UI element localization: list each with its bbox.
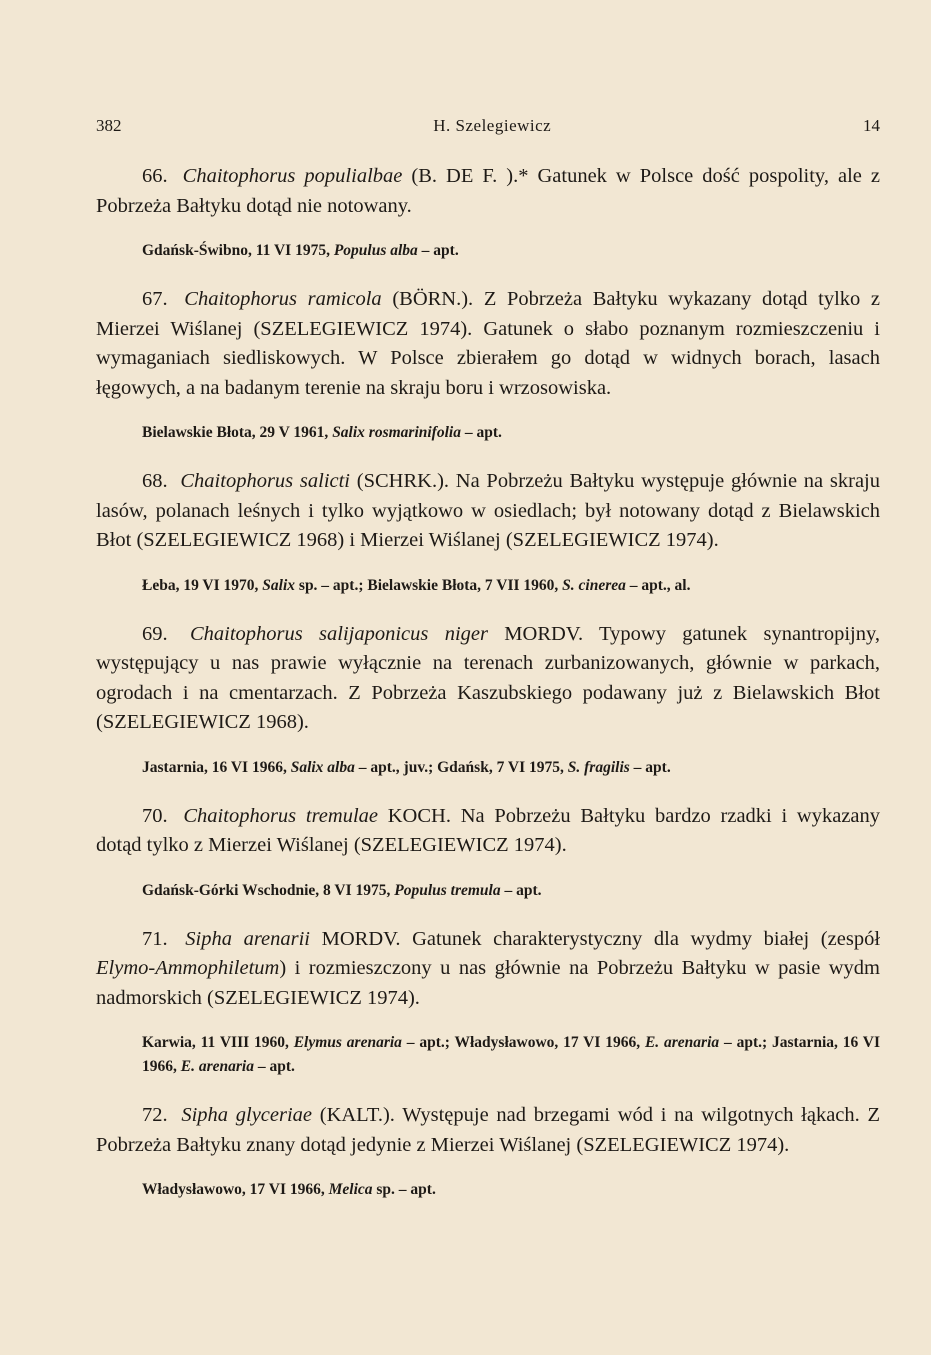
record-68 — [96, 574, 880, 598]
volume-number: 14 — [862, 116, 880, 135]
taxon-name: Chaitophorus ramicola — [184, 288, 382, 310]
entry-68 — [96, 467, 880, 556]
host-plant: Melica — [328, 1181, 373, 1198]
taxon-name: Chaitophorus populialbae — [182, 165, 403, 187]
taxon-authority: (BÖRN.). — [392, 288, 474, 310]
record-text: – apt. — [633, 758, 671, 776]
entry-number: 68. — [142, 470, 168, 492]
host-plant: Salix — [262, 576, 296, 594]
record-text: Władysławowo, 17 VI 1966, — [142, 1181, 325, 1198]
host-plant: Salix alba — [290, 758, 355, 776]
entry-70 — [96, 802, 880, 861]
host-plant: Populus tremula — [394, 881, 501, 899]
entry-number: 72. — [142, 1104, 168, 1126]
entry-text: Na Pobrzeżu Bałtyku bardzo rzadki i wykazany dotąd tylko z Mierzei Wiślanej (SZELEGIEWICZ 1974). — [96, 804, 881, 856]
taxon-authority: (SCHRK.). — [356, 470, 450, 492]
record-text: – apt.; Władysławowo, 17 VI 1966, — [406, 1034, 641, 1051]
running-head-author: H. Szelegiewicz — [433, 116, 552, 135]
taxon-name: Sipha arenarii — [185, 927, 311, 950]
record-text: – apt., juv.; Gdańsk, 7 VI 1975, — [358, 758, 564, 776]
page-number: 382 — [96, 116, 122, 135]
record-text: Gdańsk-Świbno, 11 VI 1975, — [142, 242, 330, 259]
taxon-authority: (KALT.). — [319, 1104, 395, 1126]
host-plant: Populus alba — [333, 242, 418, 259]
record-text: – apt. — [421, 242, 459, 259]
record-72 — [96, 1178, 880, 1202]
record-66 — [96, 239, 880, 263]
record-text: – apt. — [464, 424, 502, 441]
record-text: Karwia, 11 VIII 1960, — [142, 1034, 289, 1051]
record-69 — [96, 756, 880, 780]
host-plant: Elymus arenaria — [293, 1034, 402, 1051]
entry-text: ) i rozmieszczony u nas głównie na Pobrzeżu Bałtyku w pasie wydm nadmorskich (SZELEGIEWICZ 1974). — [96, 957, 880, 1009]
entry-number: 66. — [142, 165, 168, 187]
entry-67 — [96, 285, 880, 403]
taxon-authority: KOCH. — [387, 804, 451, 827]
record-text: Gdańsk-Górki Wschodnie, 8 VI 1975, — [142, 881, 391, 899]
entry-text: Z Pobrzeża Bałtyku wykazany dotąd tylko z Mierzei Wiślanej (SZELEGIEWICZ 1974). Gatunek o słabo poznanym rozmieszczeniu i wymaganiach siedliskowych. W Polsce zbierałem go dotąd w widnych borach, lasach łęgowych, a na badanym terenie na skraju boru i wrzosowiska. — [96, 288, 881, 399]
entry-71 — [96, 925, 880, 1014]
taxon-authority: (B. DE F. ).* — [411, 165, 529, 187]
entry-text: Gatunek charakterystyczny dla wydmy białej (zespół — [412, 927, 881, 950]
record-text: Łeba, 19 VI 1970, — [142, 576, 259, 594]
running-head — [96, 116, 880, 136]
entry-text: Występuje nad brzegami wód i na wilgotnych łąkach. Z Pobrzeża Bałtyku znany dotąd jedynie z Mierzei Wiślanej (SZELEGIEWICZ 1974). — [96, 1104, 881, 1156]
taxon-name: Chaitophorus salijaponicus niger — [189, 622, 488, 645]
taxon-name: Chaitophorus tremulae — [183, 804, 378, 827]
record-text: – apt., al. — [629, 576, 691, 594]
host-plant: E. arenaria — [180, 1058, 254, 1075]
record-71 — [96, 1031, 880, 1079]
entry-number: 71. — [142, 927, 168, 950]
entry-text: Na Pobrzeżu Bałtyku występuje głównie na skraju lasów, polanach leśnych i tylko wyjątkowo w osiedlach; był notowany dotąd z Bielawskich Błot (SZELEGIEWICZ 1968) i Mierzei Wiślanej (SZELEGIEWICZ 1974). — [96, 470, 880, 551]
entry-72 — [96, 1101, 880, 1160]
host-plant: S. cinerea — [562, 576, 626, 594]
page — [96, 116, 880, 1224]
taxon-name: Sipha glyceriae — [181, 1104, 313, 1126]
taxon-authority: MORDV. — [504, 622, 584, 645]
plant-association: Elymo-Ammophiletum — [96, 957, 280, 979]
host-plant: S. fragilis — [567, 758, 630, 776]
record-text: Bielawskie Błota, 29 V 1961, — [142, 424, 329, 441]
record-70 — [96, 879, 880, 903]
record-text: – apt.; Jastarnia, 16 VI 1966, — [142, 1034, 881, 1075]
entry-text: Gatunek w Polsce dość pospolity, ale z Pobrzeża Bałtyku dotąd nie notowany. — [96, 165, 880, 217]
host-plant: Salix rosmarinifolia — [332, 424, 461, 441]
record-text: Jastarnia, 16 VI 1966, — [142, 758, 287, 776]
taxon-name: Chaitophorus salicti — [180, 470, 351, 492]
entry-number: 69. — [142, 622, 168, 645]
entry-number: 67. — [142, 288, 168, 310]
entry-66 — [96, 162, 880, 221]
taxon-authority: MORDV. — [321, 927, 401, 950]
record-text: – apt. — [504, 881, 542, 899]
entry-number: 70. — [142, 804, 168, 827]
record-text: sp. – apt.; Bielawskie Błota, 7 VII 1960, — [298, 576, 559, 594]
host-plant: E. arenaria — [644, 1034, 720, 1051]
entry-69 — [96, 620, 880, 738]
record-text: sp. – apt. — [376, 1181, 436, 1198]
record-text: – apt. — [257, 1058, 295, 1075]
entry-text: Typowy gatunek synantropijny, występujący u nas prawie wyłącznie na terenach zurbanizowanych, głównie w parkach, ogrodach i na cmentarzach. Z Pobrzeża Kaszubskiego podawany już z Bielawskich Błot (SZELEGIEWICZ 1968). — [96, 622, 881, 733]
record-67 — [96, 421, 880, 445]
